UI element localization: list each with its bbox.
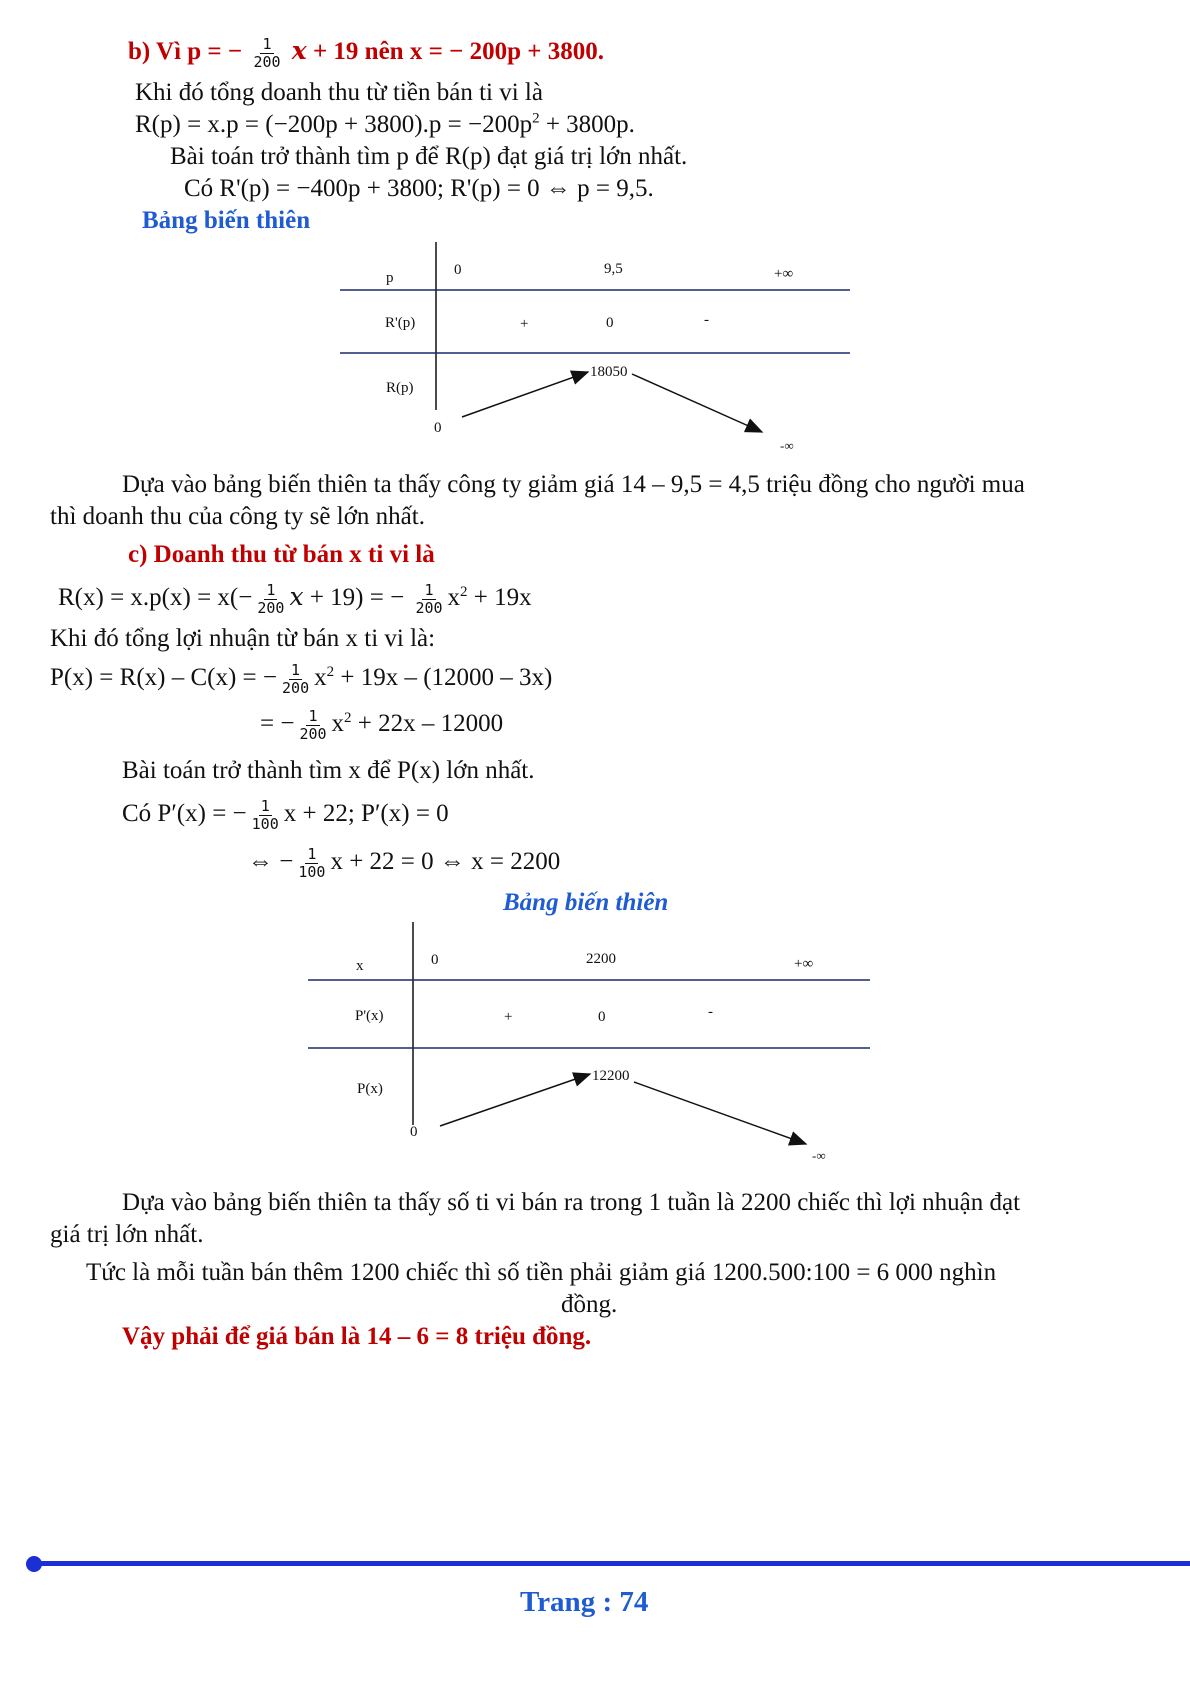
decreasing-arrow xyxy=(632,374,762,432)
part-b-heading: b) Vì p = − $\frac{1}{200}$ x + 19 nên x = − 200p + 3800. xyxy=(128,35,604,71)
profit-equation: P(x) = R(x) – C(x) = − $\frac{1}{200}$ $x^2 + 19x - (12000 - 3x)$ xyxy=(50,661,553,697)
table-row-label-var: x xyxy=(356,958,364,974)
table-row-label-deriv: R'(p) xyxy=(385,315,416,331)
f-max: 12200 xyxy=(592,1068,630,1084)
f-max: 18050 xyxy=(590,364,628,380)
conclusion-c-line2: giá trị lớn nhất. xyxy=(50,1221,204,1248)
variation-table-title-b: Bảng biến thiên xyxy=(142,207,311,234)
increasing-arrow xyxy=(462,372,588,417)
fraction: $\frac{1}{100}$ xyxy=(251,797,279,833)
conclusion-b-line1: Dựa vào bảng biến thiên ta thấy công ty giảm giá 14 – 9,5 = 4,5 triệu đồng cho người mua xyxy=(122,471,1025,498)
decreasing-arrow xyxy=(634,1082,806,1144)
x-start: 0 xyxy=(431,952,439,968)
sign-right: - xyxy=(708,1004,713,1020)
fraction: $\frac{1}{200}$ xyxy=(282,661,310,697)
revenue-equation-c: R(x) = x.p(x) = x(− $\frac{1}{200}$ x + 19) = − $\frac{1}{200}$ $x^2 + 19x$ xyxy=(58,581,532,617)
conclusion-c-line1: Dựa vào bảng biến thiên ta thấy số ti vi bán ra trong 1 tuần là 2200 chiếc thì lợi nhuận đạt xyxy=(122,1189,1021,1216)
f-end: -∞ xyxy=(780,438,794,453)
variation-table-c xyxy=(300,920,880,1170)
revenue-intro: Khi đó tổng doanh thu từ tiền bán ti vi là xyxy=(135,79,543,106)
page-number: Trang : 74 xyxy=(520,1586,649,1618)
derivative-solution-c: ⇔ − $\frac{1}{100}$ x + 22 = 0 ⇔ x = 2200 xyxy=(248,845,561,881)
f-end: -∞ xyxy=(812,1148,826,1163)
problem-statement-b: Bài toán trở thành tìm p để R(p) đạt giá trị lớn nhất. xyxy=(170,143,688,170)
derivative-equation-b: Có R'(p) = −400p + 3800; R'(p) = 0 ⇔ p = 9,5. xyxy=(184,175,654,202)
table-row-label-var: p xyxy=(386,270,394,286)
x-end: +∞ xyxy=(794,956,814,972)
sign-zero: 0 xyxy=(598,1009,606,1025)
fraction: $\frac{1}{200}$ xyxy=(257,581,285,617)
table-row-label-func: P(x) xyxy=(357,1081,383,1097)
f-start: 0 xyxy=(434,420,442,436)
conclusion-c-line3: Tức là mỗi tuần bán thêm 1200 chiếc thì số tiền phải giảm giá 1200.500:100 = 6 000 nghìn xyxy=(86,1259,997,1286)
derivative-equation-c: Có P′(x) = − $\frac{1}{100}$ x + 22; P′(x) = 0 xyxy=(122,797,449,833)
sign-left: + xyxy=(520,316,529,332)
f-start: 0 xyxy=(410,1124,418,1140)
x-mid: 9,5 xyxy=(604,261,623,277)
conclusion-b-line2: thì doanh thu của công ty sẽ lớn nhất. xyxy=(50,503,425,530)
revenue-equation: $R(p) = x.p = (-200p + 3800).p = -200p^2 + 3800p$. xyxy=(135,110,635,138)
x-start: 0 xyxy=(454,262,462,278)
x-mid: 2200 xyxy=(586,951,616,967)
fraction: $\frac{1}{200}$ xyxy=(253,35,281,71)
increasing-arrow xyxy=(440,1074,590,1126)
table-row-label-deriv: P'(x) xyxy=(355,1008,384,1024)
part-c-heading: c) Doanh thu từ bán x ti vi là xyxy=(128,541,435,568)
table-row-label-func: R(p) xyxy=(386,380,414,396)
conclusion-c-line4: đồng. xyxy=(561,1291,618,1318)
variation-table-title-c: Bảng biến thiên xyxy=(503,889,669,916)
fraction: $\frac{1}{200}$ xyxy=(415,581,443,617)
footer-rule xyxy=(34,1561,1190,1566)
variation-table-b xyxy=(330,240,850,455)
fraction: $\frac{1}{100}$ xyxy=(298,845,326,881)
x-end: +∞ xyxy=(774,266,794,282)
sign-left: + xyxy=(504,1009,513,1025)
profit-equation-simplified: = − $\frac{1}{200}$ $x^2 + 22x - 12000$ xyxy=(260,707,504,743)
problem-statement-c: Bài toán trở thành tìm x để P(x) lớn nhất. xyxy=(122,757,535,784)
sign-right: - xyxy=(704,312,709,328)
sign-zero: 0 xyxy=(606,315,614,331)
fraction: $\frac{1}{200}$ xyxy=(299,707,327,743)
final-answer: Vậy phải để giá bán là 14 – 6 = 8 triệu đồng. xyxy=(122,1323,592,1350)
profit-intro: Khi đó tổng lợi nhuận từ bán x ti vi là: xyxy=(50,625,436,652)
